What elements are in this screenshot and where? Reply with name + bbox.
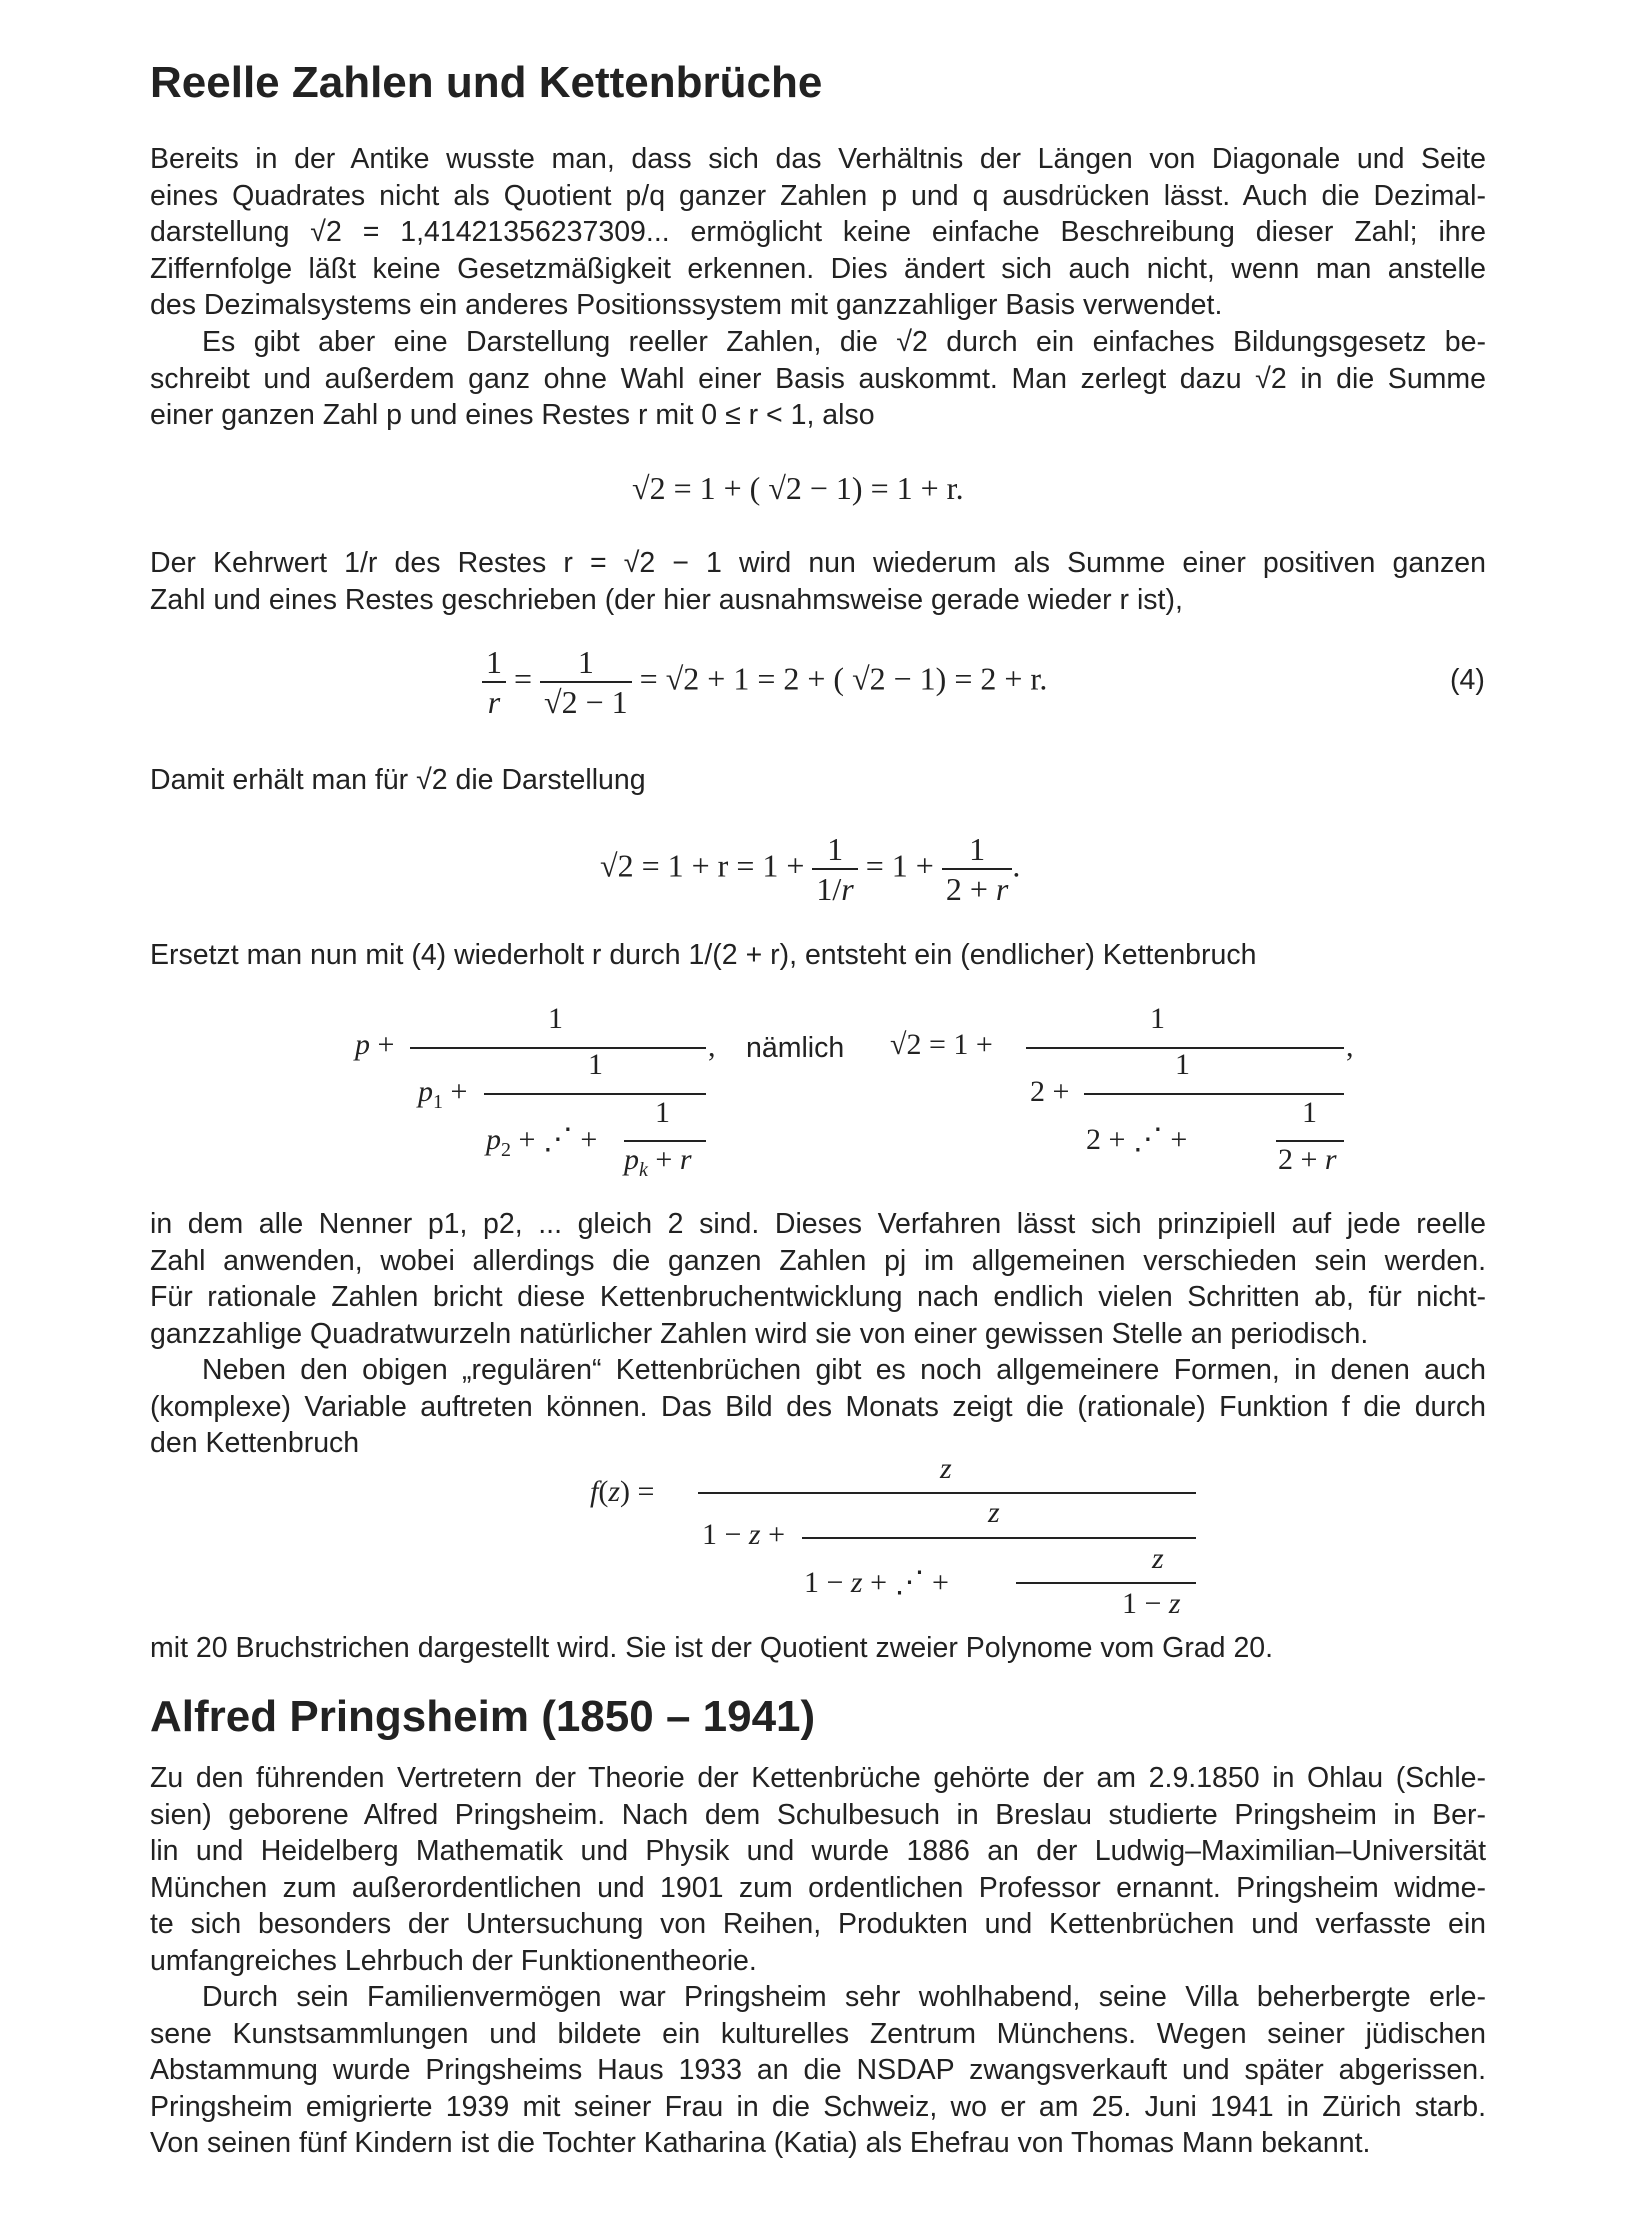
- section-title-pringsheim: Alfred Pringsheim (1850 – 1941): [150, 1692, 816, 1741]
- text-line: (komplexe) Variable auftreten können. Das Bild des Monats zeigt die (rationale) Funktion f die durch: [150, 1390, 1486, 1423]
- text-line: te sich besonders der Untersuchung von Reihen, Produkten und Kettenbrüchen und verfasste ein: [150, 1908, 1486, 1940]
- text-line: sene Kunstsammlungen und bildete ein kulturelles Zentrum Münchens. Wegen seiner jüdischen: [150, 2017, 1486, 2050]
- text-line: in dem alle Nenner p1, p2, ... gleich 2 sind. Dieses Verfahren lässt sich prinzipiell auf jede reelle: [150, 1208, 1486, 1240]
- text-line: einer ganzen Zahl p und eines Restes r mit 0 ≤ r < 1, also: [150, 399, 875, 431]
- text-line: Abstammung wurde Pringsheims Haus 1933 an die NSDAP zwangsverkauft und später abgerissen.: [150, 2054, 1486, 2086]
- text-line: sien) geborene Alfred Pringsheim. Nach dem Schulbesuch in Breslau studierte Pringsheim in Ber-: [150, 1798, 1486, 1831]
- text-line: Damit erhält man für √2 die Darstellung: [150, 764, 646, 796]
- text-line: Durch sein Familienvermögen war Pringsheim sehr wohlhabend, seine Villa beherbergte erle-: [202, 1981, 1486, 2013]
- paragraph-damit: [150, 762, 1486, 799]
- fraction-1-over-1r: $\frac{1}{1/r}$: [812, 830, 857, 908]
- text-line: München zum außerordentlichen und 1901 zum ordentlichen Professor ernannt. Pringsheim widme-: [150, 1871, 1486, 1904]
- equation-sqrt2-fraction: √2 = 1 + r = 1 + $\frac{1}{1/r}$ = 1 + $\frac{1}{2 + r}$ .: [600, 831, 1021, 907]
- fraction-1-over-sqrt2-minus-1: $\frac{1}{√2 - 1}$: [540, 643, 632, 721]
- text-line: Es gibt aber eine Darstellung reeller Zahlen, die √2 durch ein einfaches Bildungsgesetz be-: [202, 326, 1486, 358]
- paragraph-kehrwert: [150, 545, 1486, 618]
- text-line: umfangreiches Lehrbuch der Funktionentheorie.: [150, 1944, 757, 1977]
- text-line: Von seinen fünf Kindern ist die Tochter Katharina (Katia) als Ehefrau von Thomas Mann bekannt.: [150, 2127, 1371, 2159]
- text-line: Neben den obigen „regulären“ Kettenbrüchen gibt es noch allgemeinere Formen, in denen auch: [202, 1354, 1486, 1386]
- paragraph-neben: [150, 1352, 1486, 1462]
- fraction-1-over-2-plus-r: $\frac{1}{2 + r}$: [942, 830, 1013, 908]
- text-line: eines Quadrates nicht als Quotient p/q ganzer Zahlen p und q ausdrücken lässt. Auch die Dezimal-: [150, 179, 1486, 212]
- equation-part-b: = 1 +: [865, 847, 934, 884]
- text-line: Zahl und eines Restes geschrieben (der hier ausnahmsweise gerade wieder r ist),: [150, 583, 1183, 616]
- equation-number-4: (4): [1450, 664, 1485, 696]
- paragraph-intro: [150, 141, 1486, 324]
- text-line: Für rationale Zahlen bricht diese Kettenbruchentwicklung nach endlich vielen Schritten ab, für nicht-: [150, 1281, 1486, 1313]
- text-line: Der Kehrwert 1/r des Restes r = √2 − 1 wird nun wiederum als Summe einer positiven ganzen: [150, 547, 1486, 579]
- paragraph-ersetzt: [150, 937, 1486, 974]
- section-title-reelle-zahlen: Reelle Zahlen und Kettenbrüche: [150, 58, 823, 107]
- paragraph-pringsheim-2: [150, 1979, 1486, 2162]
- naemlich-label: nämlich: [746, 1032, 845, 1064]
- text-line: Pringsheim emigrierte 1939 mit seiner Frau in die Schweiz, wo er am 25. Juni 1941 in Zürich starb.: [150, 2090, 1486, 2123]
- text-line: ganzzahlige Quadratwurzeln natürlicher Zahlen wird sie von einer gewissen Stelle an periodisch.: [150, 1317, 1369, 1350]
- equation-sqrt2-split: √2 = 1 + ( √2 − 1) = 1 + r.: [632, 470, 964, 506]
- text-line: Zahl anwenden, wobei allerdings die ganzen Zahlen pj im allgemeinen verschieden sein werden.: [150, 1244, 1486, 1277]
- paragraph-darstellung: [150, 324, 1486, 434]
- text-line: Zu den führenden Vertretern der Theorie der Kettenbrüche gehörte der am 2.9.1850 in Ohlau (Schle-: [150, 1762, 1486, 1794]
- text-line: Ziffernfolge läßt keine Gesetzmäßigkeit erkennen. Dies ändert sich auch nicht, wenn man anstelle: [150, 252, 1486, 285]
- text-line: schreibt und außerdem ganz ohne Wahl einer Basis auskommt. Man zerlegt dazu √2 in die Summe: [150, 362, 1486, 395]
- text-line: Bereits in der Antike wusste man, dass sich das Verhältnis der Längen von Diagonale und Seite: [150, 143, 1486, 175]
- text-line: darstellung √2 = 1,41421356237309... ermöglicht keine einfache Beschreibung dieser Zahl; ihre: [150, 216, 1486, 248]
- fraction-1-over-r: $\frac{1}{r}$: [482, 643, 506, 721]
- text-line: den Kettenbruch: [150, 1427, 360, 1459]
- text-line: mit 20 Bruchstrichen dargestellt wird. Sie ist der Quotient zweier Polynome vom Grad 20.: [150, 1632, 1274, 1664]
- equation-4: $\frac{1}{r}$ = $\frac{1}{√2 - 1}$ = √2 + 1 = 2 + ( √2 − 1) = 2 + r.: [482, 643, 1047, 721]
- text-line: Ersetzt man nun mit (4) wiederholt r durch 1/(2 + r), entsteht ein (endlicher) Kettenbruch: [150, 939, 1257, 971]
- text-line: des Dezimalsystems ein anderes Positionssystem mit ganzzahliger Basis verwendet.: [150, 289, 1223, 321]
- paragraph-pringsheim-1: [150, 1760, 1486, 1979]
- equation-4-rest: = √2 + 1 = 2 + ( √2 − 1) = 2 + r.: [639, 660, 1048, 697]
- equation-part-a: √2 = 1 + r = 1 +: [600, 847, 805, 884]
- paragraph-nenner: [150, 1206, 1486, 1352]
- text-line: lin und Heidelberg Mathematik und Physik und wurde 1886 an der Ludwig–Maximilian–Universität: [150, 1835, 1486, 1867]
- paragraph-bruchstriche: [150, 1630, 1486, 1667]
